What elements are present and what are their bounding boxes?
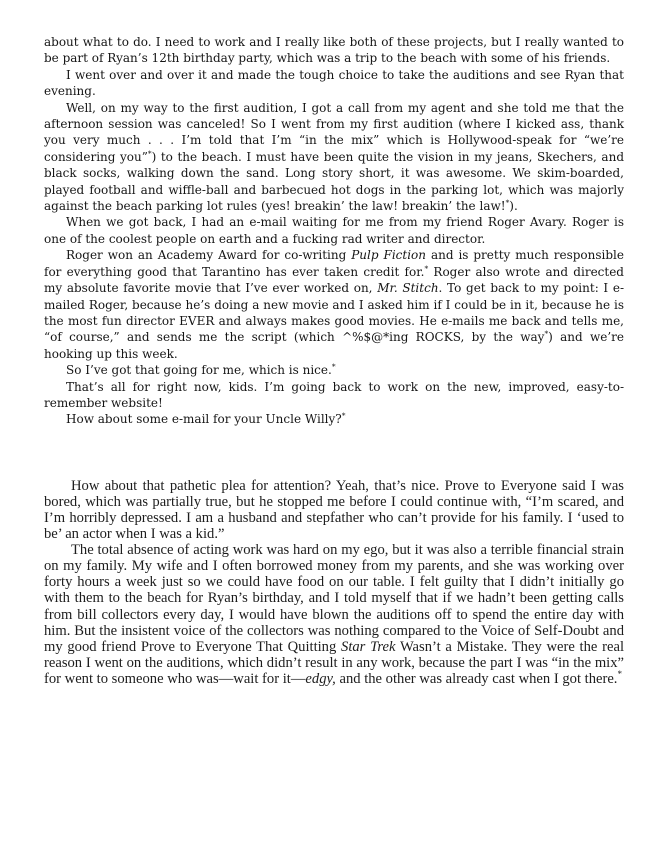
text-segment: How about some e-mail for your Uncle Willy? xyxy=(66,412,342,427)
text-segment: Roger also wrote and directed my absolute favorite movie that I’ve ever worked on, xyxy=(44,264,624,296)
paragraph xyxy=(44,67,624,100)
paragraph xyxy=(44,411,624,427)
text-segment: When we got back, I had an e-mail waiting for me from my friend Roger Avary. Roger is one of the coolest people on earth and a fucking rad writer and director. xyxy=(44,215,624,246)
text-segment: ) to the beach. I must have been quite the vision in my jeans, Skechers, and black socks, walking down the sand. Long story short, it was awesome. We skim-boarded, played football and wiffle-ball and barbecued hot dogs in the parking lot, which was majorly against the beach parking lot rules (yes! breakin’ the law! breakin’ the law! xyxy=(44,149,624,214)
text-segment: about what to do. I need to work and I really like both of these projects, but I really wanted to be part of Ryan’s 12th birthday party, which was a trip to the beach with some of his friends. xyxy=(44,35,624,66)
footnote-marker: * xyxy=(505,198,510,208)
text-segment: So I’ve got that going for me, which is nice. xyxy=(66,363,332,378)
footnote-marker: * xyxy=(331,362,336,372)
text-segment: That’s all for right now, kids. I’m going back to work on the new, improved, easy-to-remember website! xyxy=(44,379,624,410)
text-segment: Pulp Fiction xyxy=(351,248,426,263)
text-segment: The total absence of acting work was hard on my ego, but it was also a terrible financial strain on my family. My wife and I often borrowed money from my parents, and she was working over forty hours a week just so we could have food on our table. I felt guilty that I didn’t initially go with them to the beach for Ryan’s birthday, and I told myself that if we hadn’t been getting calls from bill collectors every day, I would have blown the auditions off to spend the entire day with him. But the insistent voice of the collectors was nothing compared to the Voice of Self-Doubt and my good friend Prove to Everyone That Quitting xyxy=(44,542,624,655)
paragraph xyxy=(44,478,624,542)
text-segment: . To get back to my point: I e-mailed Roger, because he’s doing a new movie and I asked him if I could be in it, because he is the most fun director EVER and always makes good movies. He e-mails me back and tells me, “of course,” and sends me the script (which ^%$@*ing ROCKS, by the way xyxy=(44,281,624,345)
text-segment: Well, on my way to the first audition, I got a call from my agent and she told me that the afternoon session was canceled! So I went from my first audition (where I kicked ass, thank you very much . . . I’m told that I’m “in the mix” which is Hollywood-speak for “we’re considering you” xyxy=(44,100,624,164)
footnote-marker: * xyxy=(147,148,152,158)
text-segment: Star Trek xyxy=(341,638,396,655)
paragraph xyxy=(44,542,624,687)
text-segment: Roger won an Academy Award for co-writing xyxy=(66,248,352,263)
text-segment: Mr. Stitch xyxy=(377,281,439,296)
narrative-block xyxy=(44,478,624,687)
text-segment: edgy, xyxy=(305,670,336,687)
text-segment: and is pretty much responsible for everything good that Tarantino has ever taken credit for. xyxy=(44,248,624,279)
paragraph xyxy=(44,34,624,67)
blog-excerpt-block xyxy=(44,34,624,428)
text-segment: and the other was already cast when I got there. xyxy=(335,670,618,687)
text-segment: I went over and over it and made the tough choice to take the auditions and see Ryan that evening. xyxy=(44,67,624,99)
paragraph xyxy=(44,214,624,247)
text-segment: How about that pathetic plea for attention? Yeah, that’s nice. Prove to Everyone said I was bored, which was partially true, but he stopped me before I could continue with, “I’m scared, and I’m horribly depressed. I am a husband and stepfather who can’t provide for his family. I ‘used to be’ an actor when I was a kid.” xyxy=(44,477,624,543)
paragraph xyxy=(44,100,624,215)
footnote-marker: * xyxy=(341,411,346,421)
paragraph xyxy=(44,362,624,378)
footnote-marker: * xyxy=(617,669,622,680)
footnote-marker: * xyxy=(544,329,549,339)
footnote-marker: * xyxy=(424,263,429,273)
text-segment: ) and we’re hooking up this week. xyxy=(44,330,624,361)
paragraph xyxy=(44,379,624,412)
paragraph xyxy=(44,247,624,362)
text-segment: ). xyxy=(509,199,518,214)
text-segment: Wasn’t a Mistake. They were the real reason I went on the auditions, which didn’t result in any work, because the part I was “in the mix” for went to someone who was—wait for it— xyxy=(44,638,624,687)
